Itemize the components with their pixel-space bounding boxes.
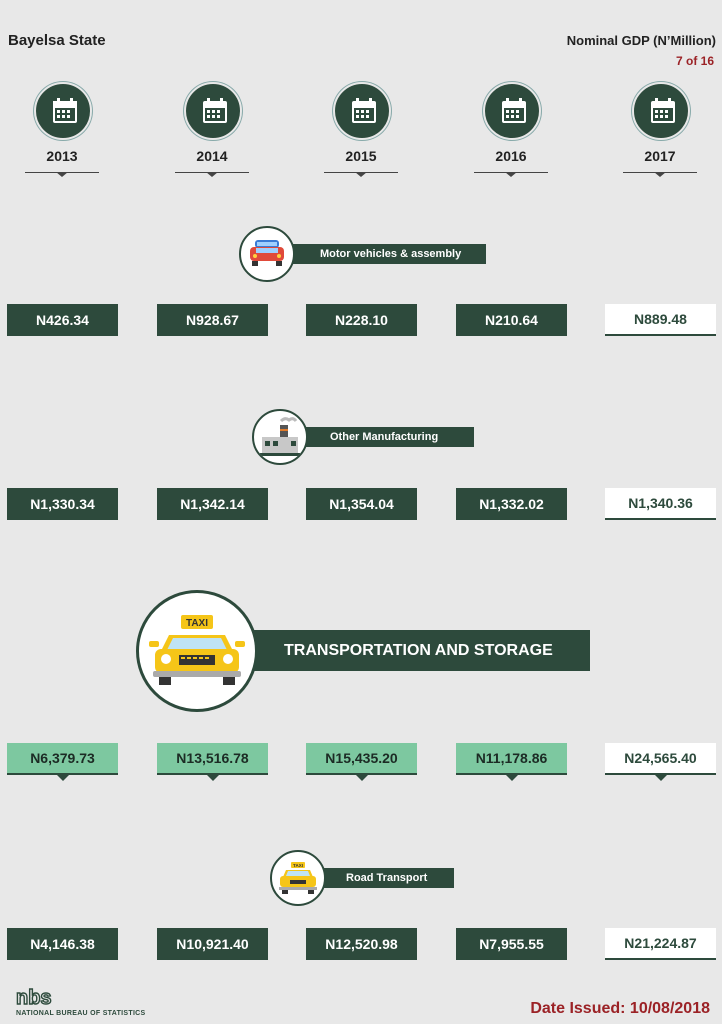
state-title: Bayelsa State xyxy=(8,32,106,49)
page-count: 7 of 16 xyxy=(675,54,714,68)
factory-icon xyxy=(252,409,308,465)
value-manufacturing-2017: N1,340.36 xyxy=(605,488,716,520)
value-transport-2016: N11,178.86 xyxy=(456,743,567,775)
year-label: 2014 xyxy=(196,148,228,164)
section-label-motor-vehicles: Motor vehicles & assembly xyxy=(282,244,486,264)
calendar-icon xyxy=(34,82,92,140)
value-road-2016: N7,955.55 xyxy=(456,928,567,960)
value-motor-2017: N889.48 xyxy=(605,304,716,336)
year-2016 xyxy=(456,82,566,182)
value-road-2015: N12,520.98 xyxy=(306,928,417,960)
calendar-icon xyxy=(632,82,690,140)
value-road-2013: N4,146.38 xyxy=(7,928,118,960)
value-transport-2013: N6,379.73 xyxy=(7,743,118,775)
value-manufacturing-2014: N1,342.14 xyxy=(157,488,268,520)
year-2015 xyxy=(306,82,416,182)
value-transport-2014: N13,516.78 xyxy=(157,743,268,775)
year-2014 xyxy=(157,82,267,182)
value-manufacturing-2013: N1,330.34 xyxy=(7,488,118,520)
year-label: 2015 xyxy=(345,148,377,164)
section-label-road-transport: Road Transport xyxy=(310,868,454,888)
taxi-sign-text: TAXI xyxy=(293,863,303,868)
taxi-icon xyxy=(270,850,326,906)
year-label: 2017 xyxy=(644,148,676,164)
taxi-sign-text: TAXI xyxy=(185,618,209,629)
value-motor-2014: N928.67 xyxy=(157,304,268,336)
value-road-2014: N10,921.40 xyxy=(157,928,268,960)
year-label: 2013 xyxy=(46,148,78,164)
value-transport-2017: N24,565.40 xyxy=(605,743,716,775)
value-motor-2013: N426.34 xyxy=(7,304,118,336)
section-label-other-manufacturing: Other Manufacturing xyxy=(294,427,474,447)
year-2013 xyxy=(7,82,117,182)
date-issued: Date Issued: 10/08/2018 xyxy=(530,1000,710,1017)
year-label: 2016 xyxy=(495,148,527,164)
value-motor-2015: N228.10 xyxy=(306,304,417,336)
gdp-title: Nominal GDP (N’Million) xyxy=(566,33,716,48)
calendar-icon xyxy=(333,82,391,140)
value-manufacturing-2016: N1,332.02 xyxy=(456,488,567,520)
value-road-2017: N21,224.87 xyxy=(605,928,716,960)
taxi-icon xyxy=(136,590,258,712)
calendar-icon xyxy=(184,82,242,140)
year-2017 xyxy=(605,82,715,182)
car-icon xyxy=(239,226,295,282)
value-motor-2016: N210.64 xyxy=(456,304,567,336)
value-manufacturing-2015: N1,354.04 xyxy=(306,488,417,520)
section-label-transportation-storage: TRANSPORTATION AND STORAGE xyxy=(232,630,590,671)
nbs-logo-text: nbs xyxy=(16,987,52,1009)
value-transport-2015: N15,435.20 xyxy=(306,743,417,775)
calendar-icon xyxy=(483,82,541,140)
org-name: NATIONAL BUREAU OF STATISTICS xyxy=(16,1010,146,1017)
